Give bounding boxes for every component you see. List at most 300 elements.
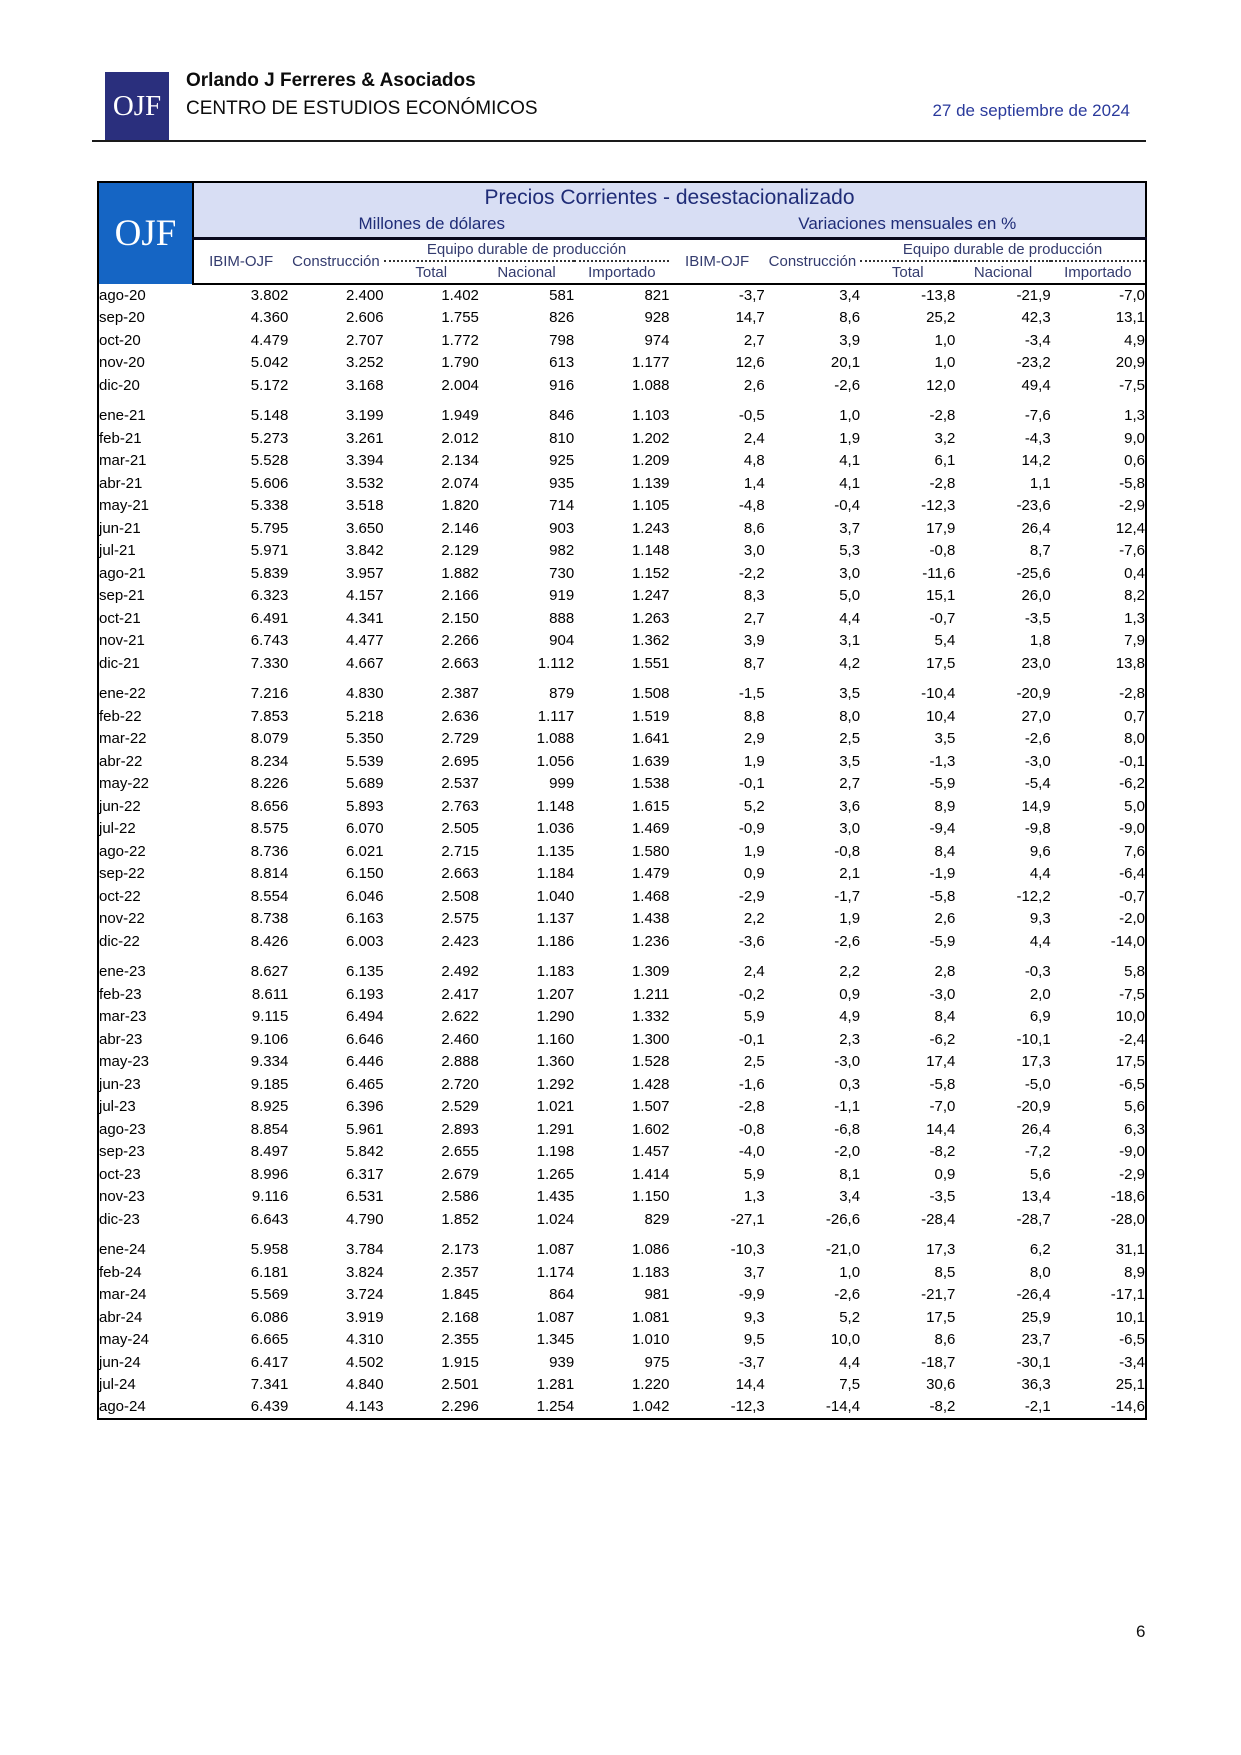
value-cell: 6.021	[346, 842, 384, 860]
value-cell: -2,6	[1024, 730, 1051, 748]
value-cell: 1.186	[536, 932, 575, 950]
value-cell: 27,0	[1021, 707, 1051, 725]
company-subtitle: CENTRO DE ESTUDIOS ECONÓMICOS	[186, 98, 538, 119]
value-cell: -2,8	[1119, 685, 1145, 703]
value-cell: 15,1	[926, 587, 956, 605]
value-cell: 2.146	[441, 519, 479, 537]
month-cell: nov-20	[99, 354, 145, 372]
value-cell: -2,8	[929, 474, 956, 492]
value-cell: 31,1	[1115, 1241, 1145, 1259]
value-cell: 730	[549, 564, 575, 582]
value-cell: -0,8	[738, 1120, 765, 1138]
value-cell: 6.317	[346, 1165, 384, 1183]
value-cell: 1.345	[536, 1331, 575, 1349]
value-cell: 6.743	[250, 632, 289, 650]
table-row	[98, 607, 1146, 630]
value-cell: 36,3	[1021, 1376, 1051, 1394]
value-cell: 2.387	[441, 685, 479, 703]
value-cell: 1.265	[536, 1165, 575, 1183]
value-cell: 10,4	[926, 707, 956, 725]
value-cell: 8.497	[250, 1143, 289, 1161]
value-cell: 928	[644, 309, 670, 327]
table-row	[98, 1208, 1146, 1231]
value-cell: 1.103	[631, 407, 670, 425]
value-cell: 2,5	[839, 730, 861, 748]
value-cell: 3.802	[250, 287, 289, 305]
value-cell: 810	[549, 429, 575, 447]
value-cell: 6,1	[934, 452, 956, 470]
value-cell: 4,4	[839, 609, 861, 627]
value-cell: -2,9	[1119, 497, 1145, 515]
value-cell: 23,7	[1021, 1331, 1051, 1349]
value-cell: 1.174	[536, 1263, 575, 1281]
year-gap	[98, 1231, 1146, 1239]
value-cell: 1.183	[631, 1263, 670, 1281]
value-cell: 10,1	[1115, 1308, 1145, 1326]
value-cell: -2,4	[1119, 1030, 1145, 1048]
value-cell: 8.738	[250, 910, 289, 928]
value-cell: 2,1	[839, 865, 861, 883]
value-cell: 8,6	[934, 1331, 956, 1349]
value-cell: 1.949	[441, 407, 479, 425]
month-cell: dic-22	[99, 932, 140, 950]
value-cell: -3,6	[738, 932, 765, 950]
month-cell: ago-20	[99, 286, 146, 304]
value-cell: -2,8	[929, 407, 956, 425]
value-cell: 1.772	[441, 331, 479, 349]
value-cell: 8.996	[250, 1165, 289, 1183]
value-cell: 1,3	[1124, 407, 1145, 425]
table-row	[98, 1351, 1146, 1374]
value-cell: -3,5	[929, 1188, 956, 1206]
value-cell: 1.139	[631, 474, 670, 492]
value-cell: 4,4	[839, 1353, 861, 1371]
col-header-construccion-left: Construcción	[288, 238, 383, 284]
year-gap	[98, 953, 1146, 961]
table-row	[98, 1051, 1146, 1074]
value-cell: 6.646	[346, 1030, 384, 1048]
value-cell: 6.465	[346, 1075, 384, 1093]
value-cell: 1.457	[631, 1143, 670, 1161]
value-cell: -9,0	[1119, 1143, 1145, 1161]
value-cell: -2,6	[834, 376, 861, 394]
value-cell: 8.575	[250, 820, 289, 838]
value-cell: 1,0	[934, 354, 956, 372]
table-row	[98, 562, 1146, 585]
value-cell: 8,6	[839, 309, 861, 327]
value-cell: 1.177	[631, 354, 670, 372]
value-cell: 1.551	[631, 654, 670, 672]
value-cell: 6,9	[1029, 1008, 1051, 1026]
value-cell: 1.820	[441, 497, 479, 515]
value-cell: 4.502	[346, 1353, 384, 1371]
value-cell: -2,8	[738, 1098, 765, 1116]
value-cell: 2.417	[441, 985, 479, 1003]
value-cell: 1.290	[536, 1008, 575, 1026]
value-cell: 17,5	[926, 654, 956, 672]
value-cell: 8.736	[250, 842, 289, 860]
month-cell: ago-21	[99, 564, 146, 582]
value-cell: 2.893	[441, 1120, 479, 1138]
value-cell: 6.446	[346, 1053, 384, 1071]
value-cell: 0,9	[934, 1165, 956, 1183]
value-cell: 5,9	[743, 1165, 765, 1183]
month-cell: nov-21	[99, 632, 145, 650]
value-cell: 6.070	[346, 820, 384, 838]
col-header-importado-left: Importado	[574, 261, 669, 284]
value-cell: 1.024	[536, 1210, 575, 1228]
value-cell: -0,1	[738, 1030, 765, 1048]
month-cell: feb-21	[99, 429, 142, 447]
table-row	[98, 450, 1146, 473]
value-cell: 5,4	[934, 632, 956, 650]
month-cell: may-23	[99, 1053, 150, 1071]
table-row	[98, 307, 1146, 330]
value-cell: 1.468	[631, 887, 670, 905]
value-cell: 14,4	[735, 1376, 765, 1394]
value-cell: 9,3	[1029, 910, 1051, 928]
value-cell: 8.611	[251, 985, 289, 1003]
value-cell: 1.360	[536, 1053, 575, 1071]
value-cell: 25,1	[1115, 1376, 1145, 1394]
value-cell: 7.330	[250, 654, 289, 672]
table-row	[98, 1006, 1146, 1029]
value-cell: -0,3	[1024, 963, 1051, 981]
value-cell: 1.236	[631, 932, 670, 950]
value-cell: 25,2	[926, 309, 956, 327]
value-cell: 8,4	[934, 842, 956, 860]
value-cell: 3,7	[839, 519, 861, 537]
month-cell: ene-24	[99, 1241, 146, 1259]
value-cell: 9,5	[743, 1331, 765, 1349]
value-cell: 4.341	[346, 609, 384, 627]
value-cell: 6,3	[1124, 1120, 1145, 1138]
value-cell: 2.004	[441, 376, 479, 394]
value-cell: 3,0	[839, 564, 861, 582]
value-cell: 1.010	[631, 1331, 670, 1349]
value-cell: 5.042	[250, 354, 289, 372]
value-cell: -0,8	[929, 542, 956, 560]
value-cell: 2.529	[441, 1098, 479, 1116]
value-cell: 5.539	[346, 752, 384, 770]
value-cell: 5.350	[346, 730, 384, 748]
table-row	[98, 630, 1146, 653]
table-row	[98, 885, 1146, 908]
value-cell: 2.460	[441, 1030, 479, 1048]
table-logo: OJF	[98, 182, 193, 284]
value-cell: 2.729	[441, 730, 479, 748]
month-cell: ago-23	[99, 1120, 146, 1138]
value-cell: 14,2	[1021, 452, 1051, 470]
value-cell: 2.575	[441, 910, 479, 928]
value-cell: 7.341	[250, 1376, 289, 1394]
value-cell: 2.266	[441, 632, 479, 650]
table-row	[98, 405, 1146, 428]
value-cell: 1.150	[631, 1188, 670, 1206]
value-cell: 20,1	[830, 354, 861, 372]
value-cell: 714	[549, 497, 575, 515]
value-cell: 5.148	[250, 407, 289, 425]
table-row	[98, 961, 1146, 984]
month-cell: feb-22	[99, 707, 142, 725]
month-cell: ene-21	[99, 407, 146, 425]
value-cell: -13,8	[921, 287, 956, 305]
value-cell: 13,8	[1115, 654, 1145, 672]
table-row	[98, 705, 1146, 728]
value-cell: -6,5	[1119, 1331, 1145, 1349]
value-cell: 2.663	[441, 865, 479, 883]
table-row	[98, 352, 1146, 375]
value-cell: 3.199	[346, 407, 384, 425]
value-cell: 4.143	[346, 1398, 384, 1416]
value-cell: 4,4	[1029, 932, 1051, 950]
value-cell: 9.116	[251, 1188, 289, 1206]
page-number: 6	[1136, 1622, 1146, 1641]
value-cell: 5.893	[346, 797, 384, 815]
value-cell: 17,5	[1115, 1053, 1145, 1071]
value-cell: -0,1	[738, 775, 765, 793]
value-cell: 1.021	[536, 1098, 575, 1116]
value-cell: 1,1	[1029, 474, 1051, 492]
table-row	[98, 1306, 1146, 1329]
value-cell: 974	[644, 331, 670, 349]
value-cell: 1.254	[536, 1398, 575, 1416]
value-cell: 935	[549, 474, 575, 492]
value-cell: 14,7	[735, 309, 765, 327]
month-cell: jun-23	[99, 1075, 141, 1093]
section-variaciones: Variaciones mensuales en %	[669, 212, 1146, 238]
table-row	[98, 284, 1146, 307]
value-cell: 12,0	[926, 376, 956, 394]
value-cell: 4.830	[346, 685, 384, 703]
value-cell: 5.606	[250, 474, 289, 492]
value-cell: -4,3	[1024, 429, 1051, 447]
value-cell: 1.615	[631, 797, 670, 815]
value-cell: 5.971	[250, 542, 289, 560]
value-cell: -9,0	[1119, 820, 1145, 838]
value-cell: -6,5	[1119, 1075, 1145, 1093]
value-cell: -2,6	[834, 932, 861, 950]
value-cell: 4,8	[743, 452, 765, 470]
value-cell: 5,2	[839, 1308, 861, 1326]
value-cell: 3.784	[346, 1241, 384, 1259]
value-cell: 2.720	[441, 1075, 479, 1093]
value-cell: -5,8	[929, 1075, 956, 1093]
value-cell: 1.479	[631, 865, 670, 883]
value-cell: 26,4	[1021, 1120, 1051, 1138]
value-cell: 9.334	[250, 1053, 289, 1071]
value-cell: 2.129	[441, 542, 479, 560]
value-cell: 9.185	[250, 1075, 289, 1093]
value-cell: 1.882	[441, 564, 479, 582]
table-row	[98, 1118, 1146, 1141]
month-cell: abr-23	[99, 1030, 143, 1048]
value-cell: 0,6	[1124, 452, 1145, 470]
value-cell: 8.627	[250, 963, 289, 981]
value-cell: 1,3	[743, 1188, 765, 1206]
value-cell: 8,9	[934, 797, 956, 815]
month-cell: mar-21	[99, 452, 147, 470]
value-cell: 1,8	[1029, 632, 1051, 650]
value-cell: -10,1	[1016, 1030, 1051, 1048]
value-cell: -0,9	[738, 820, 765, 838]
value-cell: 3.261	[346, 429, 384, 447]
table-row	[98, 517, 1146, 540]
value-cell: 9,0	[1124, 429, 1145, 447]
value-cell: 23,0	[1021, 654, 1051, 672]
value-cell: 1.469	[631, 820, 670, 838]
value-cell: 2.707	[346, 331, 384, 349]
value-cell: -3,0	[929, 985, 956, 1003]
value-cell: 1,0	[839, 407, 861, 425]
value-cell: -26,6	[825, 1210, 861, 1228]
value-cell: 1.086	[631, 1241, 670, 1259]
value-cell: 14,9	[1021, 797, 1051, 815]
value-cell: 6.643	[250, 1210, 289, 1228]
value-cell: 829	[644, 1210, 670, 1228]
value-cell: -21,9	[1016, 287, 1051, 305]
value-cell: 7,5	[839, 1376, 861, 1394]
value-cell: 17,3	[926, 1241, 956, 1259]
value-cell: 4.667	[346, 654, 384, 672]
value-cell: -4,0	[738, 1143, 765, 1161]
table-row	[98, 585, 1146, 608]
table-row	[98, 652, 1146, 675]
value-cell: 1.915	[441, 1353, 479, 1371]
month-cell: oct-21	[99, 609, 141, 627]
table-row	[98, 795, 1146, 818]
value-cell: 2,8	[934, 963, 956, 981]
value-cell: 2,2	[743, 910, 765, 928]
value-cell: 49,4	[1021, 376, 1051, 394]
value-cell: -28,4	[921, 1210, 956, 1228]
value-cell: 6.135	[346, 963, 384, 981]
value-cell: 1.087	[536, 1241, 575, 1259]
month-cell: sep-21	[99, 587, 145, 605]
month-cell: abr-21	[99, 474, 143, 492]
value-cell: -23,6	[1016, 497, 1051, 515]
value-cell: 7.216	[250, 685, 289, 703]
value-cell: 5.569	[250, 1286, 289, 1304]
value-cell: 916	[549, 376, 575, 394]
table-row	[98, 773, 1146, 796]
value-cell: 8.814	[250, 865, 289, 883]
value-cell: 1,9	[743, 842, 765, 860]
value-cell: 2,2	[839, 963, 861, 981]
value-cell: -9,4	[929, 820, 956, 838]
value-cell: 1.160	[536, 1030, 575, 1048]
value-cell: 5,6	[1029, 1165, 1051, 1183]
month-cell: feb-23	[99, 985, 142, 1003]
value-cell: -5,8	[929, 887, 956, 905]
value-cell: 826	[549, 309, 575, 327]
value-cell: -17,1	[1110, 1286, 1145, 1304]
value-cell: -3,7	[738, 287, 765, 305]
value-cell: 1.137	[536, 910, 575, 928]
value-cell: 1.438	[631, 910, 670, 928]
table-row	[98, 1329, 1146, 1352]
value-cell: 1.508	[631, 685, 670, 703]
value-cell: 3.957	[346, 564, 384, 582]
value-cell: 3.252	[346, 354, 384, 372]
value-cell: 1.362	[631, 632, 670, 650]
value-cell: 0,7	[1124, 707, 1145, 725]
value-cell: 3.919	[346, 1308, 384, 1326]
value-cell: 7,6	[1124, 842, 1145, 860]
value-cell: 2.505	[441, 820, 479, 838]
value-cell: 2.150	[441, 609, 479, 627]
value-cell: -5,9	[929, 775, 956, 793]
value-cell: 6.439	[250, 1398, 289, 1416]
value-cell: -25,6	[1016, 564, 1051, 582]
value-cell: 5.273	[250, 429, 289, 447]
month-cell: may-24	[99, 1331, 150, 1349]
value-cell: 1.152	[631, 564, 670, 582]
value-cell: -7,5	[1119, 985, 1145, 1003]
value-cell: 4.310	[346, 1331, 384, 1349]
value-cell: 1.507	[631, 1098, 670, 1116]
value-cell: 12,6	[735, 354, 765, 372]
value-cell: 864	[549, 1286, 575, 1304]
value-cell: -21,0	[825, 1241, 861, 1259]
month-cell: nov-22	[99, 910, 145, 928]
value-cell: 17,9	[926, 519, 956, 537]
value-cell: 1.519	[631, 707, 670, 725]
value-cell: -3,7	[738, 1353, 765, 1371]
month-cell: mar-23	[99, 1008, 147, 1026]
value-cell: 30,6	[926, 1376, 956, 1394]
value-cell: 4,9	[839, 1008, 861, 1026]
value-cell: 981	[644, 1286, 670, 1304]
value-cell: 1.790	[441, 354, 479, 372]
value-cell: 1.639	[631, 752, 670, 770]
value-cell: 17,3	[1021, 1053, 1051, 1071]
value-cell: 1.641	[631, 730, 670, 748]
value-cell: -10,4	[921, 685, 956, 703]
value-cell: -1,9	[929, 865, 956, 883]
value-cell: 3,5	[839, 752, 861, 770]
value-cell: 5,0	[1124, 797, 1145, 815]
value-cell: 2.012	[441, 429, 479, 447]
col-header-construccion-right: Construcción	[765, 238, 860, 284]
value-cell: 821	[644, 287, 670, 305]
col-header-ibim-left: IBIM-OJF	[193, 238, 288, 284]
value-cell: 2.606	[346, 309, 384, 327]
value-cell: 6.193	[346, 985, 384, 1003]
value-cell: 5.839	[250, 564, 289, 582]
value-cell: -12,3	[730, 1398, 765, 1416]
value-cell: 3,0	[839, 820, 861, 838]
value-cell: 1.148	[631, 542, 670, 560]
value-cell: 5.961	[346, 1120, 384, 1138]
month-cell: dic-20	[99, 376, 140, 394]
table-row	[98, 1163, 1146, 1186]
value-cell: 1.281	[536, 1376, 575, 1394]
value-cell: 613	[549, 354, 575, 372]
value-cell: 1,9	[743, 752, 765, 770]
value-cell: 2,3	[839, 1030, 861, 1048]
month-cell: ago-24	[99, 1398, 146, 1416]
value-cell: -6,4	[1119, 865, 1145, 883]
value-cell: 2.400	[346, 287, 384, 305]
month-cell: sep-23	[99, 1143, 145, 1161]
value-cell: -5,9	[929, 932, 956, 950]
value-cell: 2,0	[1029, 985, 1051, 1003]
value-cell: 3.532	[346, 474, 384, 492]
month-cell: oct-23	[99, 1165, 141, 1183]
value-cell: 2.492	[441, 963, 479, 981]
value-cell: 1.402	[441, 287, 479, 305]
